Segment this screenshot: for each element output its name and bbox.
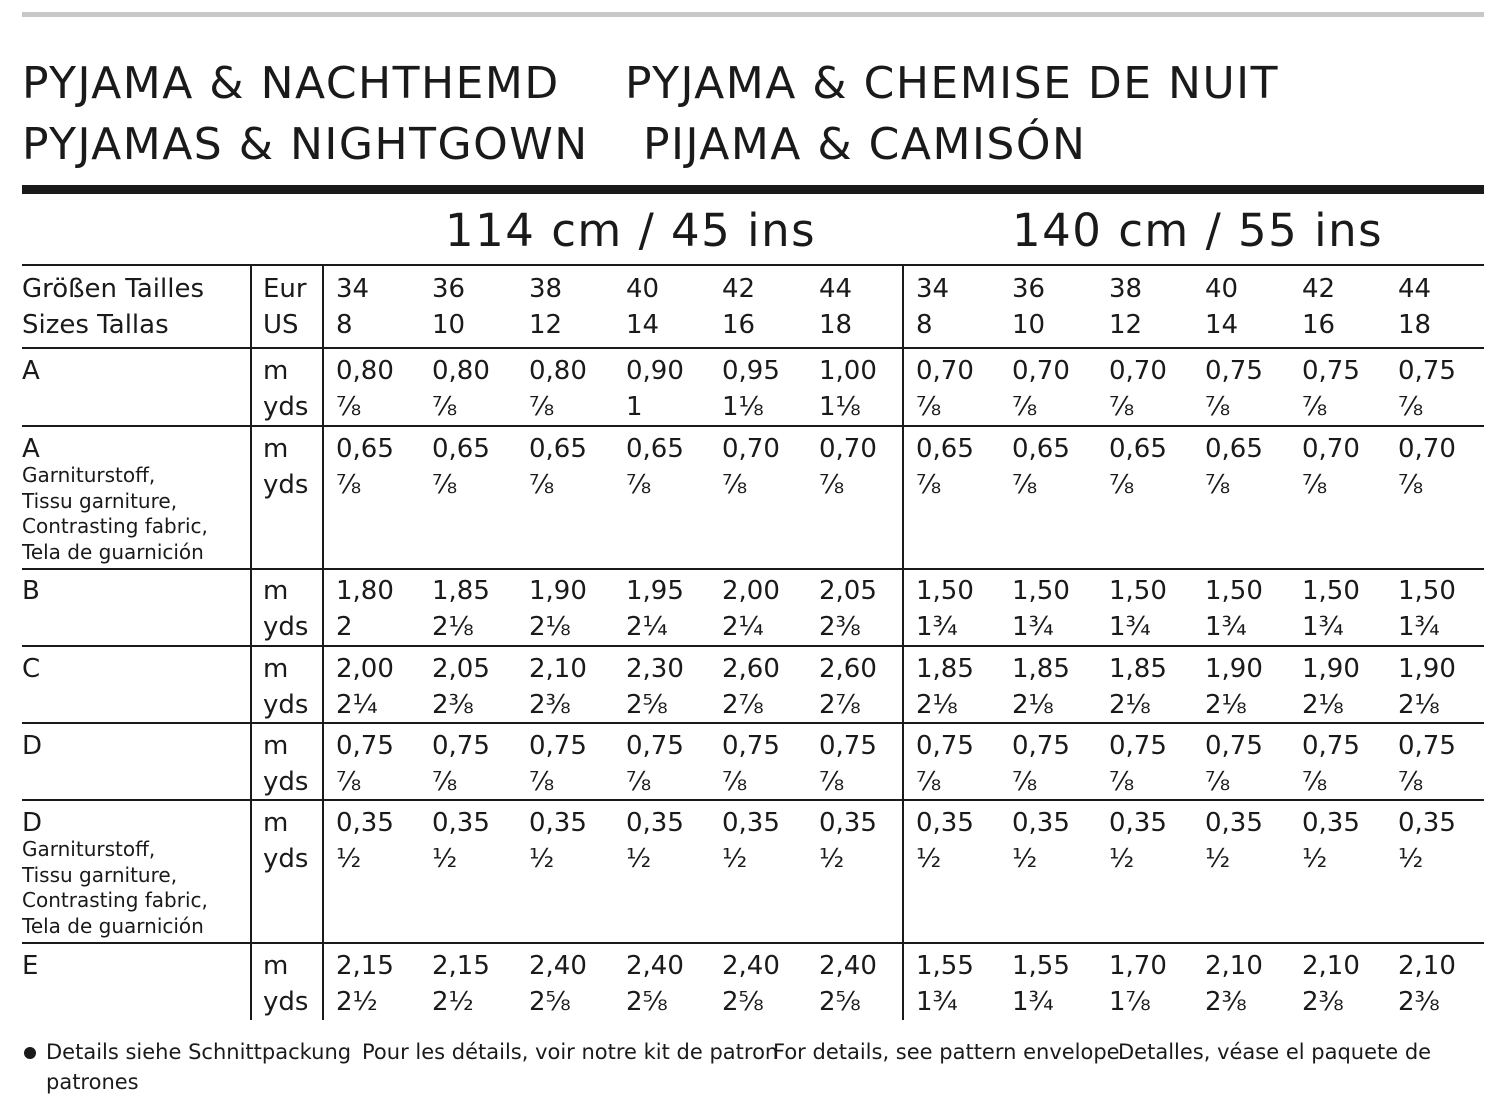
yards-value: ½: [1205, 844, 1231, 874]
eur-size: 36: [1012, 274, 1046, 304]
yards-value: 2⅝: [529, 987, 571, 1017]
title-rule: [22, 185, 1484, 194]
yards-value: ⅞: [1109, 392, 1135, 422]
yards-value: ⅞: [432, 470, 458, 500]
fabric-width-114: 114 cm / 45 ins: [445, 204, 817, 257]
meters-value: 2,10: [529, 654, 587, 684]
yards-value: ⅞: [916, 392, 942, 422]
yards-value: ½: [819, 844, 845, 874]
meters-value: 0,65: [1205, 434, 1263, 464]
meters-value: 2,40: [819, 951, 877, 981]
eur-size: 42: [722, 274, 756, 304]
meters-value: 0,75: [1012, 731, 1070, 761]
meters-value: 0,80: [336, 356, 394, 386]
meters-value: 1,90: [529, 576, 587, 606]
meters-value: 0,35: [916, 808, 974, 838]
yards-value: 2⅜: [819, 612, 861, 642]
eur-size: 44: [1398, 274, 1432, 304]
yards-value: 1⅞: [1109, 987, 1151, 1017]
meters-value: 0,35: [819, 808, 877, 838]
meters-value: 2,60: [819, 654, 877, 684]
us-size: 18: [1398, 310, 1432, 340]
meters-value: 0,75: [1205, 731, 1263, 761]
yards-value: 1⅛: [819, 392, 861, 422]
meters-value: 0,75: [916, 731, 974, 761]
unit-yards: yds: [263, 767, 309, 797]
yards-value: ⅞: [336, 767, 362, 797]
yards-value: ⅞: [529, 767, 555, 797]
us-size: 16: [1302, 310, 1336, 340]
meters-value: 2,60: [722, 654, 780, 684]
meters-value: 1,70: [1109, 951, 1167, 981]
yards-value: ½: [1109, 844, 1135, 874]
view-sublabel: Contrasting fabric,: [22, 888, 208, 912]
yards-value: ⅞: [1012, 470, 1038, 500]
yards-value: 1⅛: [722, 392, 764, 422]
view-sublabel: Garniturstoff,: [22, 463, 156, 487]
yards-value: 2⅛: [1302, 690, 1344, 720]
view-label: A: [22, 356, 40, 386]
table-rule: [22, 568, 1484, 570]
column-divider: [250, 264, 252, 1020]
meters-value: 0,65: [336, 434, 394, 464]
yards-value: ½: [1398, 844, 1424, 874]
yards-value: 2⅝: [819, 987, 861, 1017]
meters-value: 0,75: [1205, 356, 1263, 386]
meters-value: 0,95: [722, 356, 780, 386]
yards-value: 2¼: [626, 612, 668, 642]
yards-value: ½: [529, 844, 555, 874]
unit-meters: m: [263, 654, 289, 684]
yards-value: ½: [1012, 844, 1038, 874]
table-rule: [22, 264, 1484, 266]
meters-value: 1,80: [336, 576, 394, 606]
meters-value: 0,70: [1398, 434, 1456, 464]
footer-french: Pour les détails, voir notre kit de patron: [362, 1040, 779, 1064]
yards-value: ⅞: [336, 392, 362, 422]
unit-yards: yds: [263, 612, 309, 642]
meters-value: 0,70: [1302, 434, 1360, 464]
meters-value: 2,40: [626, 951, 684, 981]
yards-value: ⅞: [1302, 767, 1328, 797]
yards-value: 2⅛: [529, 612, 571, 642]
yards-value: 2⅜: [529, 690, 571, 720]
yards-value: 2⅝: [626, 987, 668, 1017]
bullet-icon: [24, 1047, 36, 1059]
yards-value: ⅞: [626, 470, 652, 500]
yards-value: ½: [626, 844, 652, 874]
meters-value: 0,35: [722, 808, 780, 838]
view-sublabel: Tissu garniture,: [22, 862, 178, 887]
unit-yards: yds: [263, 392, 309, 422]
meters-value: 0,65: [1012, 434, 1070, 464]
yards-value: 1: [626, 392, 643, 422]
yards-value: ⅞: [916, 767, 942, 797]
us-size: 14: [1205, 310, 1239, 340]
meters-value: 0,70: [916, 356, 974, 386]
meters-value: 1,50: [916, 576, 974, 606]
meters-value: 1,85: [1109, 654, 1167, 684]
view-label: D: [22, 808, 43, 838]
footer-english: For details, see pattern envelope: [773, 1040, 1120, 1064]
meters-value: 1,85: [916, 654, 974, 684]
eur-size: 36: [432, 274, 466, 304]
fabric-width-140: 140 cm / 55 ins: [1012, 204, 1384, 257]
yards-value: ⅞: [1012, 767, 1038, 797]
yards-value: 2½: [432, 987, 474, 1017]
yards-value: 1¾: [1398, 612, 1440, 642]
us-size: 12: [1109, 310, 1143, 340]
yards-value: ⅞: [1302, 392, 1328, 422]
meters-value: 2,00: [722, 576, 780, 606]
table-rule: [22, 799, 1484, 801]
yards-value: ⅞: [1205, 767, 1231, 797]
eur-size: 38: [529, 274, 563, 304]
meters-value: 0,75: [722, 731, 780, 761]
view-label: A: [22, 434, 40, 464]
meters-value: 1,85: [432, 576, 490, 606]
title-english: PYJAMAS & NIGHTGOWN: [22, 119, 589, 170]
yards-value: 2⅜: [1205, 987, 1247, 1017]
meters-value: 0,35: [1205, 808, 1263, 838]
yards-value: ⅞: [432, 392, 458, 422]
meters-value: 0,35: [432, 808, 490, 838]
us-size: 10: [432, 310, 466, 340]
eur-size: 38: [1109, 274, 1143, 304]
unit-meters: m: [263, 731, 289, 761]
meters-value: 0,65: [1109, 434, 1167, 464]
meters-value: 0,75: [336, 731, 394, 761]
meters-value: 1,55: [916, 951, 974, 981]
meters-value: 0,75: [1109, 731, 1167, 761]
yards-value: ⅞: [722, 470, 748, 500]
meters-value: 0,75: [432, 731, 490, 761]
eur-size: 34: [916, 274, 950, 304]
size-unit-us: US: [263, 310, 299, 340]
yards-value: ⅞: [819, 767, 845, 797]
yards-value: ⅞: [529, 470, 555, 500]
meters-value: 2,30: [626, 654, 684, 684]
eur-size: 40: [626, 274, 660, 304]
meters-value: 1,50: [1205, 576, 1263, 606]
meters-value: 0,70: [1012, 356, 1070, 386]
meters-value: 1,95: [626, 576, 684, 606]
yards-value: 2⅛: [1398, 690, 1440, 720]
table-rule: [22, 942, 1484, 944]
us-size: 18: [819, 310, 853, 340]
yards-value: 1¾: [1012, 612, 1054, 642]
yards-value: 1¾: [916, 612, 958, 642]
yards-value: ⅞: [529, 392, 555, 422]
top-rule: [22, 12, 1484, 17]
yards-value: 2: [336, 612, 353, 642]
yards-value: 1¾: [1012, 987, 1054, 1017]
us-size: 10: [1012, 310, 1046, 340]
yards-value: 2⅝: [626, 690, 668, 720]
unit-yards: yds: [263, 844, 309, 874]
yards-value: 1¾: [1205, 612, 1247, 642]
eur-size: 34: [336, 274, 370, 304]
yards-value: ⅞: [1012, 392, 1038, 422]
meters-value: 0,80: [432, 356, 490, 386]
us-size: 16: [722, 310, 756, 340]
yards-value: 1¾: [916, 987, 958, 1017]
meters-value: 0,35: [336, 808, 394, 838]
yards-value: 2½: [336, 987, 378, 1017]
meters-value: 0,70: [819, 434, 877, 464]
yards-value: ½: [722, 844, 748, 874]
yards-value: 2⅛: [1012, 690, 1054, 720]
meters-value: 2,05: [819, 576, 877, 606]
meters-value: 0,75: [1398, 731, 1456, 761]
yards-value: ½: [336, 844, 362, 874]
yards-value: 2⅛: [916, 690, 958, 720]
yards-value: 2⅜: [1398, 987, 1440, 1017]
meters-value: 1,00: [819, 356, 877, 386]
meters-value: 0,65: [916, 434, 974, 464]
meters-value: 1,55: [1012, 951, 1070, 981]
meters-value: 0,75: [1302, 356, 1360, 386]
meters-value: 0,65: [626, 434, 684, 464]
yards-value: 2⅞: [722, 690, 764, 720]
view-sublabel: Tissu garniture,: [22, 488, 178, 513]
yards-value: 2⅜: [1302, 987, 1344, 1017]
yards-value: ⅞: [1109, 470, 1135, 500]
table-rule: [22, 347, 1484, 349]
yards-value: 2¼: [722, 612, 764, 642]
meters-value: 1,50: [1109, 576, 1167, 606]
meters-value: 2,10: [1302, 951, 1360, 981]
meters-value: 2,05: [432, 654, 490, 684]
yards-value: ⅞: [432, 767, 458, 797]
table-rule: [22, 645, 1484, 647]
yards-value: ⅞: [1398, 392, 1424, 422]
meters-value: 0,75: [1302, 731, 1360, 761]
view-sublabel: Contrasting fabric,: [22, 514, 208, 538]
view-sublabel: Tela de guarnición: [22, 913, 204, 938]
yards-value: 2⅛: [1109, 690, 1151, 720]
yards-value: ⅞: [626, 767, 652, 797]
table-rule: [22, 425, 1484, 427]
us-size: 14: [626, 310, 660, 340]
view-label: C: [22, 654, 41, 684]
meters-value: 0,70: [722, 434, 780, 464]
yards-value: ⅞: [1398, 470, 1424, 500]
unit-meters: m: [263, 808, 289, 838]
meters-value: 0,35: [1012, 808, 1070, 838]
yards-value: 2¼: [336, 690, 378, 720]
us-size: 12: [529, 310, 563, 340]
meters-value: 1,90: [1205, 654, 1263, 684]
view-label: B: [22, 576, 40, 606]
meters-value: 0,75: [626, 731, 684, 761]
column-divider: [322, 264, 324, 1020]
yards-value: ⅞: [722, 767, 748, 797]
yards-value: ⅞: [1109, 767, 1135, 797]
yards-value: 1¾: [1302, 612, 1344, 642]
view-sublabel: Garniturstoff,: [22, 837, 156, 861]
size-unit-eur: Eur: [263, 274, 307, 304]
column-divider: [902, 264, 904, 1020]
us-size: 8: [336, 310, 353, 340]
title-french: PYJAMA & CHEMISE DE NUIT: [625, 58, 1279, 109]
footer-spanish-cont: patrones: [46, 1070, 139, 1094]
meters-value: 0,35: [1302, 808, 1360, 838]
meters-value: 0,35: [626, 808, 684, 838]
us-size: 8: [916, 310, 933, 340]
yards-value: ½: [432, 844, 458, 874]
size-label-line2: Sizes Tallas: [22, 310, 169, 340]
yards-value: ⅞: [916, 470, 942, 500]
meters-value: 1,50: [1302, 576, 1360, 606]
meters-value: 0,35: [1398, 808, 1456, 838]
unit-meters: m: [263, 576, 289, 606]
yards-value: ⅞: [1205, 392, 1231, 422]
yards-value: 2⅜: [432, 690, 474, 720]
meters-value: 1,90: [1398, 654, 1456, 684]
unit-meters: m: [263, 356, 289, 386]
yards-value: ⅞: [1398, 767, 1424, 797]
meters-value: 1,50: [1012, 576, 1070, 606]
meters-value: 0,75: [1398, 356, 1456, 386]
view-sublabel: Tela de guarnición: [22, 539, 204, 564]
yards-value: 2⅝: [722, 987, 764, 1017]
title-spanish: PIJAMA & CAMISÓN: [643, 119, 1087, 170]
meters-value: 1,90: [1302, 654, 1360, 684]
eur-size: 44: [819, 274, 853, 304]
meters-value: 0,70: [1109, 356, 1167, 386]
view-label: E: [22, 951, 39, 981]
meters-value: 1,85: [1012, 654, 1070, 684]
meters-value: 0,65: [432, 434, 490, 464]
unit-meters: m: [263, 951, 289, 981]
meters-value: 0,35: [529, 808, 587, 838]
yards-value: 2⅞: [819, 690, 861, 720]
yards-value: 2⅛: [1205, 690, 1247, 720]
meters-value: 2,40: [529, 951, 587, 981]
meters-value: 0,75: [529, 731, 587, 761]
unit-meters: m: [263, 434, 289, 464]
yards-value: ½: [1302, 844, 1328, 874]
eur-size: 42: [1302, 274, 1336, 304]
unit-yards: yds: [263, 470, 309, 500]
meters-value: 2,40: [722, 951, 780, 981]
meters-value: 0,80: [529, 356, 587, 386]
meters-value: 2,00: [336, 654, 394, 684]
yards-value: ⅞: [336, 470, 362, 500]
footer-german: Details siehe Schnittpackung: [46, 1040, 352, 1064]
yards-value: ½: [916, 844, 942, 874]
meters-value: 1,50: [1398, 576, 1456, 606]
eur-size: 40: [1205, 274, 1239, 304]
meters-value: 2,15: [336, 951, 394, 981]
meters-value: 0,75: [819, 731, 877, 761]
title-german: PYJAMA & NACHTHEMD: [22, 58, 560, 109]
meters-value: 2,10: [1398, 951, 1456, 981]
size-label-line1: Größen Tailles: [22, 274, 205, 304]
footer-spanish: Detalles, véase el paquete de: [1118, 1040, 1432, 1064]
unit-yards: yds: [263, 690, 309, 720]
yards-value: ⅞: [819, 470, 845, 500]
yards-value: 2⅛: [432, 612, 474, 642]
meters-value: 0,35: [1109, 808, 1167, 838]
yards-value: ⅞: [1302, 470, 1328, 500]
meters-value: 2,10: [1205, 951, 1263, 981]
yards-value: ⅞: [1205, 470, 1231, 500]
unit-yards: yds: [263, 987, 309, 1017]
meters-value: 2,15: [432, 951, 490, 981]
view-label: D: [22, 731, 43, 761]
meters-value: 0,65: [529, 434, 587, 464]
yards-value: 1¾: [1109, 612, 1151, 642]
meters-value: 0,90: [626, 356, 684, 386]
table-rule: [22, 722, 1484, 724]
